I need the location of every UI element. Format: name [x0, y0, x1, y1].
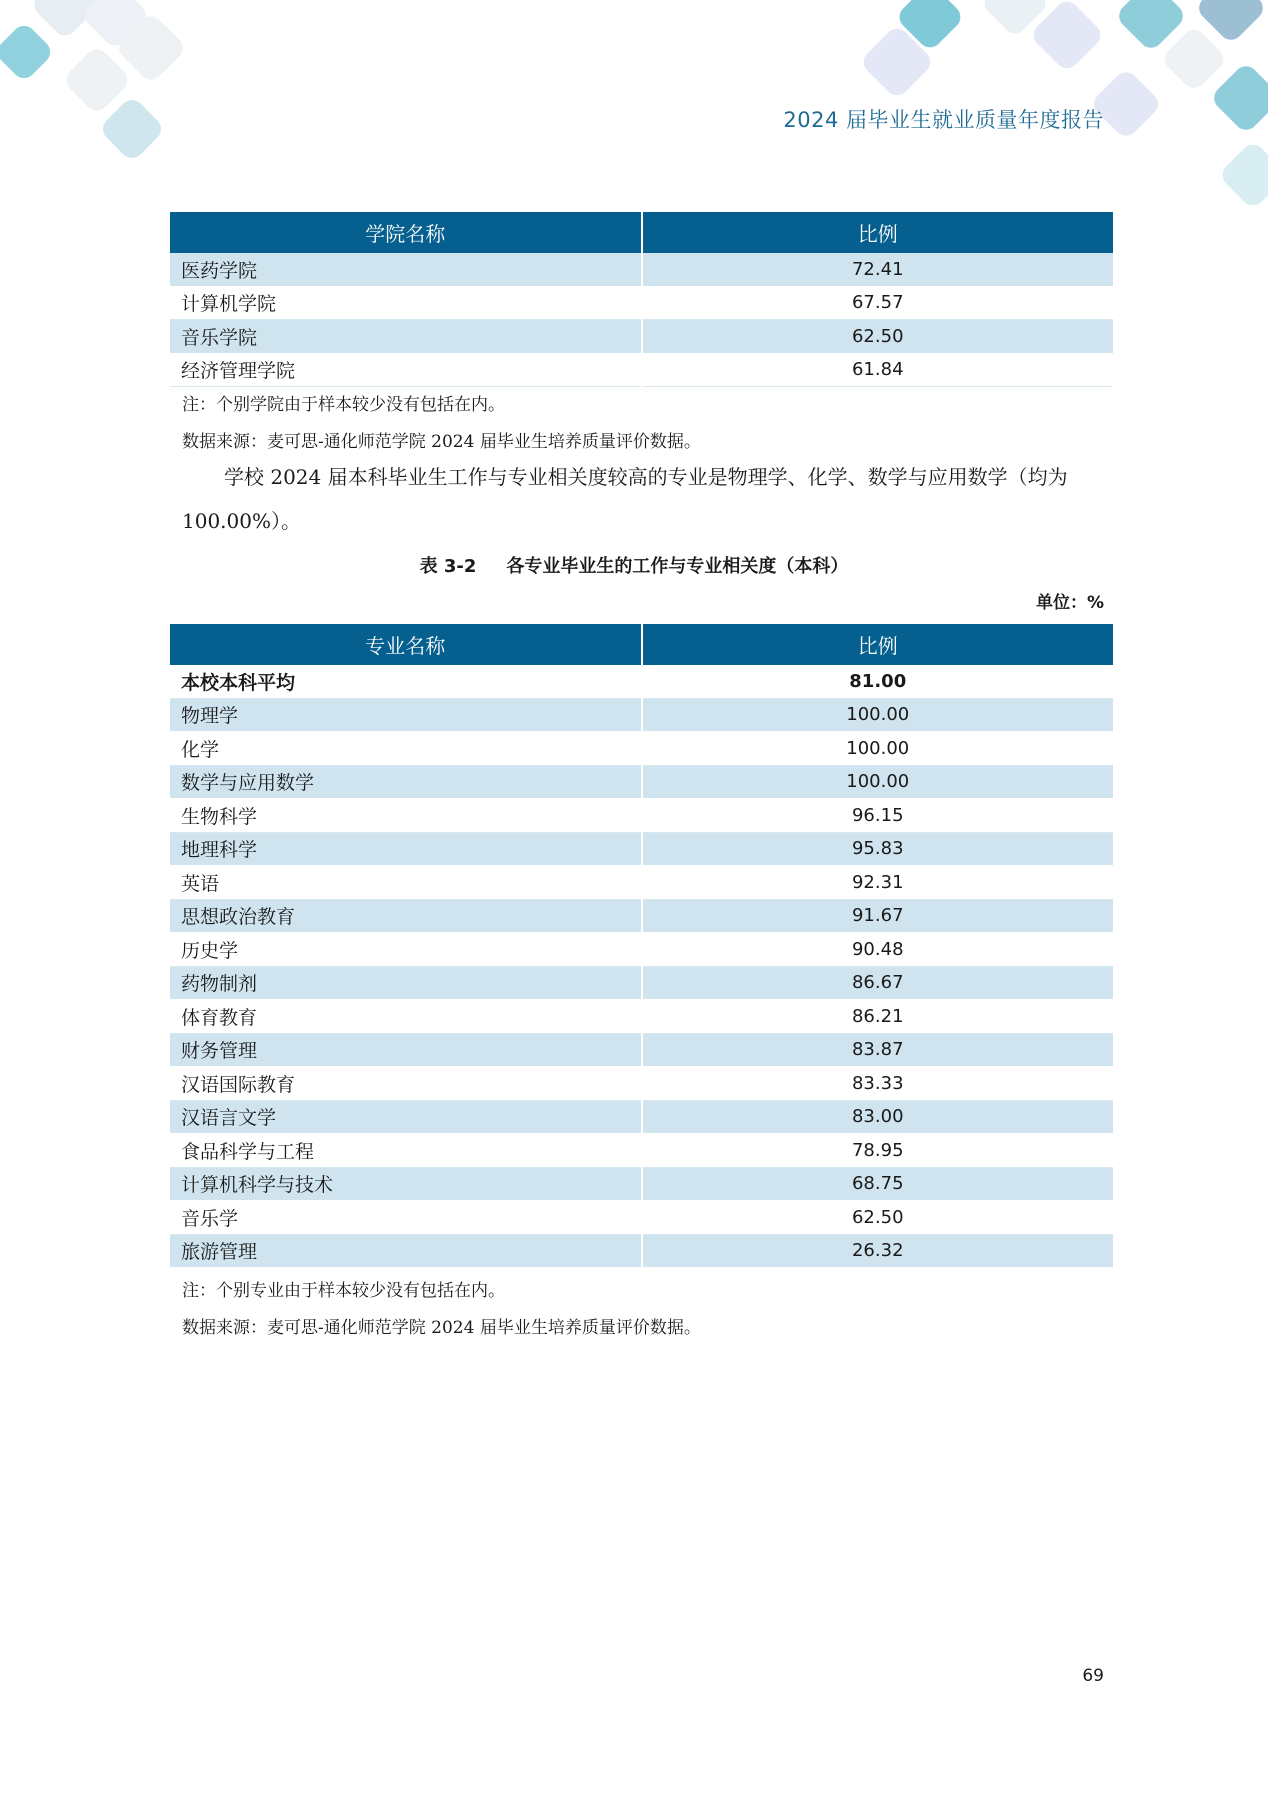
table-row: [170, 698, 1113, 732]
row-name: 计算机学院: [170, 286, 642, 320]
row-name: 化学: [170, 732, 642, 766]
row-value: 72.41: [642, 253, 1114, 286]
table-row: [170, 1067, 1113, 1101]
table-row: [170, 1100, 1113, 1134]
row-value: 90.48: [642, 933, 1114, 967]
table-row: [170, 866, 1113, 900]
row-value: 62.50: [642, 320, 1114, 354]
table2-caption-number: 表 3-2: [419, 556, 477, 577]
row-value: 61.84: [642, 353, 1114, 387]
table2-unit: 单位：%: [1035, 593, 1104, 613]
row-name: 经济管理学院: [170, 353, 642, 387]
row-name: 汉语国际教育: [170, 1067, 642, 1101]
row-value: 81.00: [642, 665, 1114, 698]
table-row: [170, 832, 1113, 866]
page-number: 69: [1082, 1666, 1104, 1686]
table-row: [170, 966, 1113, 1000]
column-header-major: 专业名称: [170, 624, 642, 665]
row-value: 83.33: [642, 1067, 1114, 1101]
college-relevance-table: [170, 212, 1113, 387]
row-name: 数学与应用数学: [170, 765, 642, 799]
row-value: 100.00: [642, 765, 1114, 799]
table2-note: 注：个别专业由于样本较少没有包括在内。: [182, 1281, 505, 1301]
column-header-college: 学院名称: [170, 212, 642, 253]
table-row: [170, 1234, 1113, 1268]
row-value: 95.83: [642, 832, 1114, 866]
row-name: 音乐学院: [170, 320, 642, 354]
table-row: [170, 732, 1113, 766]
row-value: 67.57: [642, 286, 1114, 320]
row-name: 汉语言文学: [170, 1100, 642, 1134]
table-row: [170, 899, 1113, 933]
table1-note: 注：个别学院由于样本较少没有包括在内。: [182, 395, 505, 415]
row-value: 62.50: [642, 1201, 1114, 1235]
row-value: 100.00: [642, 732, 1114, 766]
table2-caption: [0, 552, 1268, 578]
row-value: 86.21: [642, 1000, 1114, 1034]
row-value: 83.87: [642, 1033, 1114, 1067]
table2-source: 数据来源：麦可思-通化师范学院 2024 届毕业生培养质量评价数据。: [182, 1318, 701, 1338]
row-name: 财务管理: [170, 1033, 642, 1067]
table-header-row: [170, 212, 1113, 253]
table-row: [170, 286, 1113, 320]
report-title: 2024 届毕业生就业质量年度报告: [783, 108, 1104, 132]
table-row: [170, 1134, 1113, 1168]
row-name: 英语: [170, 866, 642, 900]
table-row: [170, 1167, 1113, 1201]
column-header-ratio: 比例: [642, 624, 1114, 665]
row-value: 100.00: [642, 698, 1114, 732]
major-relevance-table: [170, 624, 1113, 1268]
table-header-row: [170, 624, 1113, 665]
table-row: [170, 1000, 1113, 1034]
row-name: 药物制剂: [170, 966, 642, 1000]
table-row: [170, 933, 1113, 967]
table-row: [170, 1201, 1113, 1235]
row-name: 物理学: [170, 698, 642, 732]
row-value: 83.00: [642, 1100, 1114, 1134]
row-value: 86.67: [642, 966, 1114, 1000]
row-name: 本校本科平均: [170, 665, 642, 698]
row-name: 旅游管理: [170, 1234, 642, 1268]
column-header-ratio: 比例: [642, 212, 1114, 253]
row-name: 体育教育: [170, 1000, 642, 1034]
table2-caption-title: 各专业毕业生的工作与专业相关度（本科）: [506, 556, 849, 577]
row-name: 计算机科学与技术: [170, 1167, 642, 1201]
row-name: 思想政治教育: [170, 899, 642, 933]
row-name: 地理科学: [170, 832, 642, 866]
row-name: 医药学院: [170, 253, 642, 286]
table-row-average: [170, 665, 1113, 698]
table-row: [170, 765, 1113, 799]
row-value: 68.75: [642, 1167, 1114, 1201]
table-row: [170, 353, 1113, 387]
table1-source: 数据来源：麦可思-通化师范学院 2024 届毕业生培养质量评价数据。: [182, 432, 701, 452]
body-paragraph: 学校 2024 届本科毕业生工作与专业相关度较高的专业是物理学、化学、数学与应用数学（均为 100.00%）。: [182, 465, 1068, 533]
row-name: 音乐学: [170, 1201, 642, 1235]
row-name: 历史学: [170, 933, 642, 967]
row-value: 96.15: [642, 799, 1114, 833]
row-value: 92.31: [642, 866, 1114, 900]
row-value: 26.32: [642, 1234, 1114, 1268]
table-row: [170, 799, 1113, 833]
table-row: [170, 253, 1113, 286]
row-value: 78.95: [642, 1134, 1114, 1168]
row-name: 食品科学与工程: [170, 1134, 642, 1168]
table-row: [170, 320, 1113, 354]
row-name: 生物科学: [170, 799, 642, 833]
table-row: [170, 1033, 1113, 1067]
row-value: 91.67: [642, 899, 1114, 933]
